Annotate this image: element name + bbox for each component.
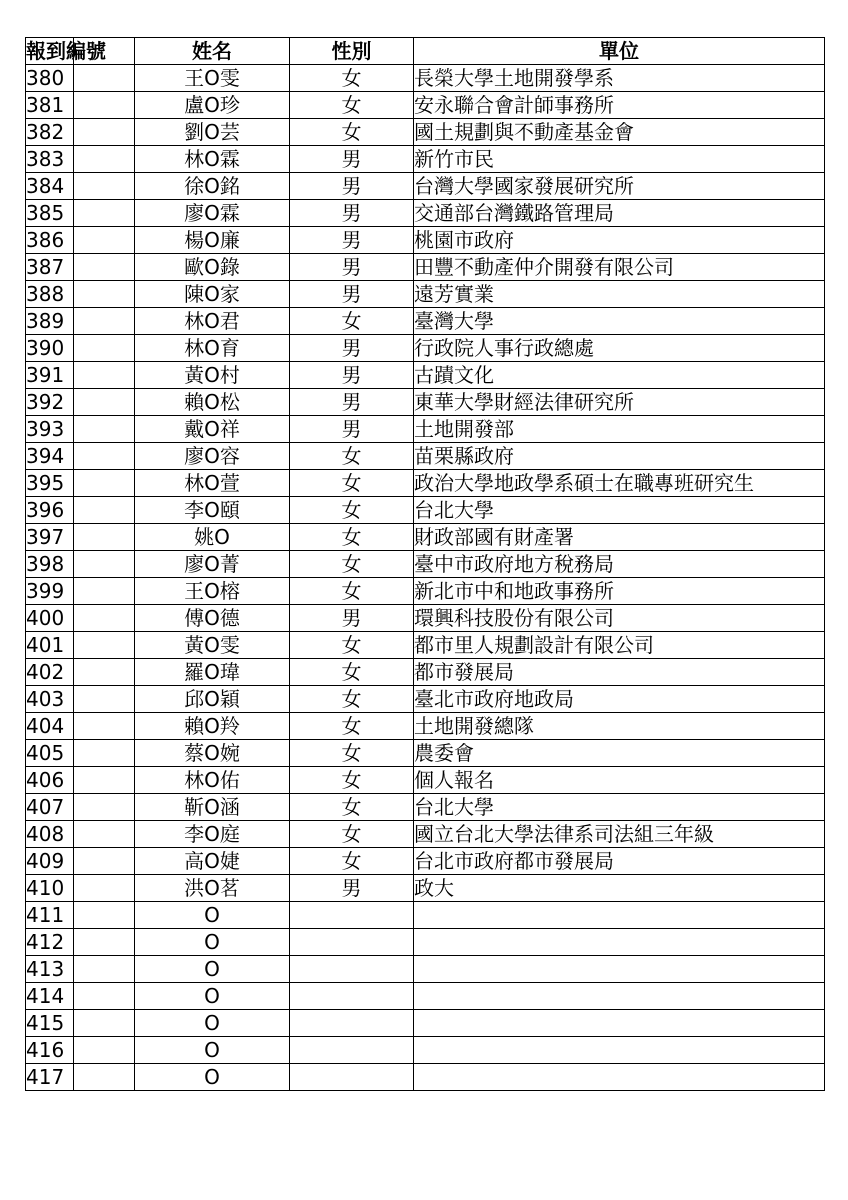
table-row: [26, 308, 825, 335]
row-name: 林O萱: [135, 470, 290, 497]
row-unit: 臺北市政府地政局: [414, 686, 825, 713]
row-gender: 男: [290, 254, 414, 281]
row-blank: [74, 443, 135, 470]
row-unit: [414, 929, 825, 956]
row-blank: [74, 686, 135, 713]
row-number: 393: [26, 416, 74, 443]
row-unit: 都市發展局: [414, 659, 825, 686]
row-name: O: [135, 929, 290, 956]
table-row: [26, 1037, 825, 1064]
row-blank: [74, 551, 135, 578]
row-blank: [74, 335, 135, 362]
row-blank: [74, 119, 135, 146]
row-name: 林O君: [135, 308, 290, 335]
row-unit: [414, 1010, 825, 1037]
row-name: 靳O涵: [135, 794, 290, 821]
row-gender: 女: [290, 443, 414, 470]
row-number: 380: [26, 65, 74, 92]
row-blank: [74, 956, 135, 983]
row-blank: [74, 524, 135, 551]
row-blank: [74, 902, 135, 929]
row-name: O: [135, 902, 290, 929]
row-number: 402: [26, 659, 74, 686]
row-name: 盧O珍: [135, 92, 290, 119]
table-row: [26, 875, 825, 902]
row-number: 416: [26, 1037, 74, 1064]
row-gender: 男: [290, 146, 414, 173]
row-gender: 女: [290, 119, 414, 146]
row-unit: 長榮大學土地開發學系: [414, 65, 825, 92]
table-row: [26, 1010, 825, 1037]
row-unit: 政大: [414, 875, 825, 902]
row-unit: 財政部國有財產署: [414, 524, 825, 551]
row-name: 賴O松: [135, 389, 290, 416]
table-row: [26, 443, 825, 470]
row-number: 388: [26, 281, 74, 308]
row-blank: [74, 659, 135, 686]
row-gender: [290, 929, 414, 956]
row-unit: 台灣大學國家發展研究所: [414, 173, 825, 200]
table-row: [26, 389, 825, 416]
row-name: 陳O家: [135, 281, 290, 308]
table-row: [26, 551, 825, 578]
row-name: O: [135, 956, 290, 983]
table-row: [26, 92, 825, 119]
row-blank: [74, 92, 135, 119]
row-unit: 國立台北大學法律系司法組三年級: [414, 821, 825, 848]
row-blank: [74, 146, 135, 173]
row-name: 李O庭: [135, 821, 290, 848]
table-row: [26, 281, 825, 308]
row-name: 黃O雯: [135, 632, 290, 659]
row-name: 楊O廉: [135, 227, 290, 254]
row-blank: [74, 497, 135, 524]
table-row: [26, 605, 825, 632]
table-row: [26, 416, 825, 443]
row-number: 387: [26, 254, 74, 281]
row-unit: 台北大學: [414, 794, 825, 821]
row-blank: [74, 173, 135, 200]
row-gender: 男: [290, 227, 414, 254]
row-blank: [74, 983, 135, 1010]
row-unit: 田豐不動產仲介開發有限公司: [414, 254, 825, 281]
row-unit: 東華大學財經法律研究所: [414, 389, 825, 416]
row-name: 賴O羚: [135, 713, 290, 740]
row-gender: 男: [290, 605, 414, 632]
row-number: 410: [26, 875, 74, 902]
row-name: O: [135, 983, 290, 1010]
row-blank: [74, 200, 135, 227]
row-gender: [290, 956, 414, 983]
table-row: [26, 146, 825, 173]
row-unit: 臺中市政府地方稅務局: [414, 551, 825, 578]
row-number: 404: [26, 713, 74, 740]
table-row: [26, 686, 825, 713]
table-row: [26, 632, 825, 659]
row-name: O: [135, 1037, 290, 1064]
table-row: [26, 254, 825, 281]
row-gender: 女: [290, 686, 414, 713]
row-name: 徐O銘: [135, 173, 290, 200]
row-blank: [74, 416, 135, 443]
row-number: 392: [26, 389, 74, 416]
row-unit: 都市里人規劃設計有限公司: [414, 632, 825, 659]
row-unit: 臺灣大學: [414, 308, 825, 335]
row-name: 廖O菁: [135, 551, 290, 578]
row-unit: 古蹟文化: [414, 362, 825, 389]
row-number: 417: [26, 1064, 74, 1091]
row-unit: [414, 1037, 825, 1064]
row-gender: 男: [290, 173, 414, 200]
row-gender: 女: [290, 740, 414, 767]
row-gender: 男: [290, 335, 414, 362]
row-number: 386: [26, 227, 74, 254]
row-gender: 女: [290, 767, 414, 794]
row-blank: [74, 740, 135, 767]
table-row: [26, 740, 825, 767]
row-name: 歐O錄: [135, 254, 290, 281]
row-unit: [414, 902, 825, 929]
row-blank: [74, 389, 135, 416]
row-number: 413: [26, 956, 74, 983]
row-gender: [290, 1064, 414, 1091]
row-gender: 男: [290, 416, 414, 443]
row-gender: 男: [290, 362, 414, 389]
header-unit: 單位: [414, 38, 825, 65]
row-gender: 女: [290, 713, 414, 740]
row-blank: [74, 929, 135, 956]
row-unit: 桃園市政府: [414, 227, 825, 254]
row-name: 黃O村: [135, 362, 290, 389]
row-name: 林O霖: [135, 146, 290, 173]
row-unit: 政治大學地政學系碩士在職專班研究生: [414, 470, 825, 497]
row-blank: [74, 794, 135, 821]
row-blank: [74, 713, 135, 740]
table-row: [26, 200, 825, 227]
row-blank: [74, 605, 135, 632]
row-blank: [74, 1010, 135, 1037]
row-gender: [290, 1037, 414, 1064]
row-unit: 農委會: [414, 740, 825, 767]
row-gender: 男: [290, 200, 414, 227]
row-number: 395: [26, 470, 74, 497]
row-unit: 台北大學: [414, 497, 825, 524]
row-number: 401: [26, 632, 74, 659]
row-blank: [74, 362, 135, 389]
row-name: 戴O祥: [135, 416, 290, 443]
table-row: [26, 335, 825, 362]
row-blank: [74, 308, 135, 335]
row-name: 羅O瑋: [135, 659, 290, 686]
row-unit: [414, 1064, 825, 1091]
table-row: [26, 470, 825, 497]
row-unit: [414, 983, 825, 1010]
row-gender: 男: [290, 389, 414, 416]
row-name: 王O榕: [135, 578, 290, 605]
row-name: O: [135, 1064, 290, 1091]
row-blank: [74, 470, 135, 497]
row-number: 414: [26, 983, 74, 1010]
row-number: 406: [26, 767, 74, 794]
row-name: 李O頤: [135, 497, 290, 524]
row-blank: [74, 767, 135, 794]
row-name: 廖O霖: [135, 200, 290, 227]
row-number: 409: [26, 848, 74, 875]
row-blank: [74, 632, 135, 659]
row-blank: [74, 1064, 135, 1091]
row-blank: [74, 227, 135, 254]
row-name: 邱O穎: [135, 686, 290, 713]
table-row: [26, 956, 825, 983]
row-number: 383: [26, 146, 74, 173]
table-row: [26, 713, 825, 740]
table-row: [26, 173, 825, 200]
row-gender: 女: [290, 470, 414, 497]
row-name: 林O育: [135, 335, 290, 362]
attendee-table: [25, 37, 825, 1091]
row-number: 415: [26, 1010, 74, 1037]
row-gender: 女: [290, 794, 414, 821]
row-name: 姚O: [135, 524, 290, 551]
row-unit: 新竹市民: [414, 146, 825, 173]
row-unit: 個人報名: [414, 767, 825, 794]
table-row: [26, 821, 825, 848]
table-row: [26, 497, 825, 524]
row-name: 蔡O婉: [135, 740, 290, 767]
row-unit: [414, 956, 825, 983]
row-gender: 男: [290, 875, 414, 902]
row-gender: 女: [290, 632, 414, 659]
row-blank: [74, 821, 135, 848]
table-row: [26, 524, 825, 551]
table-row: [26, 983, 825, 1010]
row-gender: 女: [290, 308, 414, 335]
row-number: 384: [26, 173, 74, 200]
row-unit: 交通部台灣鐵路管理局: [414, 200, 825, 227]
row-gender: [290, 983, 414, 1010]
table-row: [26, 119, 825, 146]
table-body: [26, 65, 825, 1091]
row-name: 王O雯: [135, 65, 290, 92]
row-unit: 國土規劃與不動產基金會: [414, 119, 825, 146]
row-number: 400: [26, 605, 74, 632]
row-number: 396: [26, 497, 74, 524]
row-number: 399: [26, 578, 74, 605]
row-gender: 女: [290, 578, 414, 605]
row-unit: 遠芳實業: [414, 281, 825, 308]
row-number: 394: [26, 443, 74, 470]
row-name: 洪O茗: [135, 875, 290, 902]
table-row: [26, 1064, 825, 1091]
row-gender: 女: [290, 497, 414, 524]
row-gender: [290, 1010, 414, 1037]
header-gender: 性別: [290, 38, 414, 65]
row-unit: 苗栗縣政府: [414, 443, 825, 470]
row-number: 391: [26, 362, 74, 389]
row-gender: 女: [290, 551, 414, 578]
row-blank: [74, 254, 135, 281]
row-number: 389: [26, 308, 74, 335]
row-gender: 女: [290, 821, 414, 848]
row-blank: [74, 848, 135, 875]
row-number: 403: [26, 686, 74, 713]
row-number: 408: [26, 821, 74, 848]
row-number: 381: [26, 92, 74, 119]
table-row: [26, 848, 825, 875]
table-row: [26, 794, 825, 821]
row-gender: 女: [290, 659, 414, 686]
row-unit: 行政院人事行政總處: [414, 335, 825, 362]
row-number: 407: [26, 794, 74, 821]
header-row: [26, 38, 825, 65]
row-name: 廖O容: [135, 443, 290, 470]
row-blank: [74, 875, 135, 902]
header-name: 姓名: [135, 38, 290, 65]
row-number: 397: [26, 524, 74, 551]
row-number: 405: [26, 740, 74, 767]
table-row: [26, 578, 825, 605]
row-gender: 女: [290, 848, 414, 875]
row-gender: [290, 902, 414, 929]
row-unit: 土地開發總隊: [414, 713, 825, 740]
row-unit: 台北市政府都市發展局: [414, 848, 825, 875]
row-gender: 男: [290, 281, 414, 308]
row-unit: 土地開發部: [414, 416, 825, 443]
row-name: 高O婕: [135, 848, 290, 875]
row-blank: [74, 281, 135, 308]
row-number: 385: [26, 200, 74, 227]
row-name: 傅O德: [135, 605, 290, 632]
row-number: 411: [26, 902, 74, 929]
row-name: 林O佑: [135, 767, 290, 794]
table-row: [26, 227, 825, 254]
row-number: 398: [26, 551, 74, 578]
row-blank: [74, 578, 135, 605]
table-row: [26, 929, 825, 956]
table-row: [26, 902, 825, 929]
row-number: 390: [26, 335, 74, 362]
row-number: 412: [26, 929, 74, 956]
row-blank: [74, 1037, 135, 1064]
row-unit: 安永聯合會計師事務所: [414, 92, 825, 119]
row-unit: 環興科技股份有限公司: [414, 605, 825, 632]
row-gender: 女: [290, 65, 414, 92]
row-number: 382: [26, 119, 74, 146]
table-row: [26, 767, 825, 794]
header-number: 報到編號: [26, 39, 106, 63]
row-gender: 女: [290, 92, 414, 119]
table-row: [26, 362, 825, 389]
row-gender: 女: [290, 524, 414, 551]
table-row: [26, 65, 825, 92]
row-blank: [74, 65, 135, 92]
row-unit: 新北市中和地政事務所: [414, 578, 825, 605]
row-name: O: [135, 1010, 290, 1037]
row-name: 劉O芸: [135, 119, 290, 146]
table-row: [26, 659, 825, 686]
